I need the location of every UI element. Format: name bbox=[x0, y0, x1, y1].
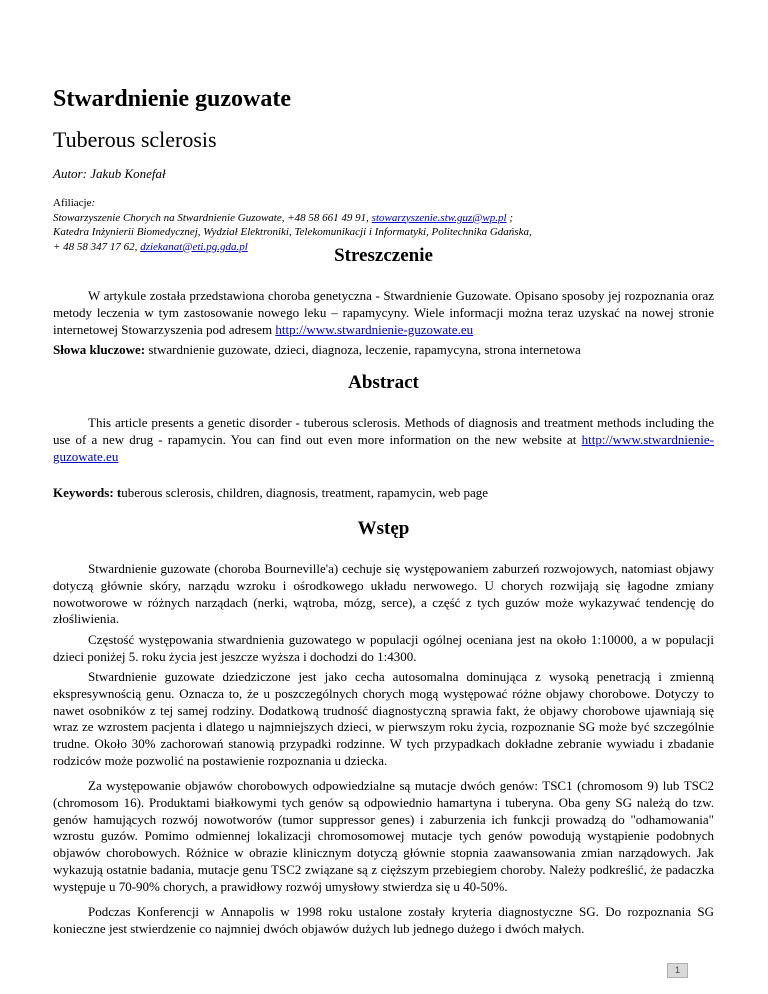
abstract-keywords bbox=[53, 485, 714, 502]
streszczenie-body: W artykule została przedstawiona choroba genetyczna - Stwardnienie Guzowate. Opisano sposoby jej rozpoznania oraz metody leczenia w tym zastosowanie nowego leku – rapamycyny. Wiele informacji można teraz uzyskać na nowej stronie internetowej Stowarzyszenia pod adresem bbox=[53, 288, 714, 337]
affiliation-1-text: Stowarzyszenie Chorych na Stwardnienie Guzowate, +48 58 661 49 91, bbox=[53, 211, 372, 224]
streszczenie-keywords bbox=[53, 342, 714, 359]
wstep-paragraph-5: Podczas Konferencji w Annapolis w 1998 roku ustalone zostały kryteria diagnostyczne SG. Do rozpoznania SG konieczne jest stwierdzenie co najmniej dwóch objawów dużych lub jednego dużego i dwóch małych. bbox=[53, 904, 714, 936]
keywords-label-en: Keywords: t bbox=[53, 485, 122, 500]
abstract-website-link[interactable]: http://www.stwardnienie-guzowate.eu bbox=[53, 431, 714, 464]
keywords-label-pl: Słowa kluczowe: bbox=[53, 342, 146, 357]
affiliations-label-line bbox=[53, 196, 714, 211]
affiliation-1-tail: ; bbox=[506, 211, 513, 224]
streszczenie-paragraph bbox=[53, 288, 714, 338]
abstract-heading: Abstract bbox=[348, 372, 419, 393]
wstep-paragraph-2: Częstość występowania stwardnienia guzowatego w populacji ogólnej oceniana jest na około 1:10000, a w populacji dzieci poniżej 5. roku życia jest jeszcze wyższa i dochodzi do 1:4300. bbox=[53, 632, 714, 664]
affiliation-line-2: Katedra Inżynierii Biomedycznej, Wydział Elektroniki, Telekomunikacji i Informatyki, Politechnika Gdańska, bbox=[53, 226, 532, 238]
wstep-paragraph-1: Stwardnienie guzowate (choroba Bourneville'a) cechuje się występowaniem zaburzeń rozwojowych, natomiast objawy dotyczą głównie skóry, narządu wzroku i ośrodkowego układu nerwowego. U chorych rozwijają się łagodne zmiany nowotworowe w różnych narządach (nerki, wątroba, mózg, serce), a część z tych guzów może wykazywać tendencję do złośliwienia. bbox=[53, 561, 714, 627]
document-subtitle: Tuberous sclerosis bbox=[53, 127, 217, 152]
affiliation-line-1 bbox=[53, 211, 714, 226]
affiliation-3-email-link[interactable]: dziekanat@eti.pg.gda.pl bbox=[140, 240, 248, 253]
wstep-paragraph-4: Za występowanie objawów chorobowych odpowiedzialne są mutacje dwóch genów: TSC1 (chromosom 9) lub TSC2 (chromosom 16). Produktami białkowymi tych genów są odpowiednio hamartyna i tuberyna. Oba geny SG należą do tzw. genów hamujących rozwój nowotworów (tumor suppressor genes) i zaburzenia ich funkcji prowadzą do "odhamowania" wzrostu guzów. Pomimo odmiennej lokalizacji chromosomowej mutacje tych genów powodują wystąpienie podobnych objawów chorobowych. Różnice w obrazie klinicznym dotyczą głównie stopnia zaawansowania zmian narządowych. Jak wykazują ostatnie badania, mutacje genu TSC2 związane są z cięższym przebiegiem choroby. Należy podkreślić, że padaczka występuje u 70-90% chorych, a prawidłowy rozwój umysłowy stwierdza się u 40-50%. bbox=[53, 778, 714, 894]
streszczenie-website-link[interactable]: http://www.stwardnienie-guzowate.eu bbox=[275, 321, 474, 337]
affiliation-1-email-link[interactable]: stowarzyszenie.stw.guz@wp.pl bbox=[371, 211, 507, 224]
affiliation-3-text: + 48 58 347 17 62, bbox=[53, 240, 141, 253]
affiliations-label: Afiliacje bbox=[53, 197, 92, 209]
streszczenie-heading: Streszczenie bbox=[334, 245, 433, 266]
affiliations-label-colon: : bbox=[91, 197, 96, 209]
abstract-body: This article presents a genetic disorder - tuberous sclerosis. Methods of diagnosis and treatment methods including the use of a new drug - rapamycin. You can find out even more information on the new website at bbox=[53, 415, 714, 447]
author-line: Autor: Jakub Konefał bbox=[53, 166, 166, 181]
wstep-paragraph-3: Stwardnienie guzowate dziedziczone jest jako cecha autosomalna dominująca z wysoką penetracją i zmienną ekspresywnością genu. Oznacza to, że u poszczególnych chorych mogą występować różne objawy chorobowe. Dotyczy to nawet osobników z tej samej rodziny. Dodatkową trudność diagnostyczną sprawia fakt, że objawy chorobowe ujawniają się wraz ze wzrostem pacjenta i dlatego u najmniejszych dzieci, w pierwszym roku życia, rozpoznanie SG może być szczególnie trudne. Około 30% zachorowań stanowią przypadki rodzinne. W tych przypadkach dokładne zebranie wywiadu i zbadanie rodziców może pozwolić na postawienie rozpoznania u dziecka. bbox=[53, 669, 714, 768]
wstep-heading: Wstęp bbox=[357, 518, 410, 539]
abstract-paragraph bbox=[53, 415, 714, 465]
document-title: Stwardnienie guzowate bbox=[53, 86, 291, 112]
page-number: 1 bbox=[667, 963, 688, 978]
keywords-text-pl: stwardnienie guzowate, dzieci, diagnoza, leczenie, rapamycyna, strona internetowa bbox=[145, 342, 581, 357]
keywords-text-en: uberous sclerosis, children, diagnosis, treatment, rapamycin, web page bbox=[121, 485, 489, 500]
